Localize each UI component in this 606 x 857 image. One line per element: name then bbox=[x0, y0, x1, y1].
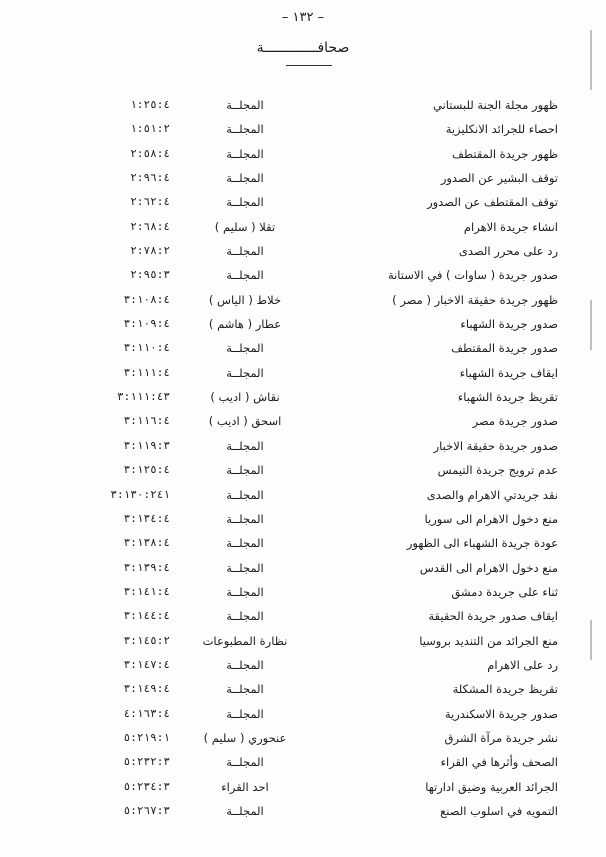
row-subject: ظهور مجلة الجنة للبستاني bbox=[432, 98, 558, 112]
index-table bbox=[0, 97, 606, 827]
row-reference: ٤:١٦٣:٤ bbox=[123, 706, 170, 720]
table-row bbox=[0, 535, 606, 559]
row-reference: ٣:١٣٩:٤ bbox=[123, 560, 170, 574]
table-row bbox=[0, 657, 606, 681]
row-source: المجلــة bbox=[226, 706, 264, 721]
table-row bbox=[0, 633, 606, 657]
row-subject: الصحف وأثرها في القراء bbox=[440, 755, 558, 770]
row-source: المجلــة bbox=[226, 487, 264, 502]
row-reference: ٣:١١٩:٣ bbox=[123, 438, 170, 452]
row-source: المجلــة bbox=[226, 560, 264, 575]
table-row bbox=[0, 511, 606, 535]
table-row bbox=[0, 462, 606, 486]
row-reference: ٣:١١٠:٤ bbox=[123, 341, 170, 355]
row-reference: ٥:٢٣٤:٣ bbox=[123, 779, 170, 793]
row-reference: ٥:٢٣٢:٣ bbox=[123, 755, 170, 769]
row-source: المجلــة bbox=[226, 171, 264, 186]
row-subject: التمويه في اسلوب الصنع bbox=[440, 803, 558, 818]
row-subject: ظهور جريدة حقيقة الاخبار ( مصر ) bbox=[392, 292, 558, 307]
table-row bbox=[0, 584, 606, 608]
row-reference: ٣:١٤٤:٤ bbox=[123, 609, 170, 623]
row-source: المجلــة bbox=[226, 365, 264, 380]
row-subject: ايقاف جريدة الشهباء bbox=[459, 365, 558, 380]
row-reference: ٣:١١٦:٤ bbox=[123, 414, 170, 428]
row-subject: رد على الاهرام bbox=[487, 657, 558, 672]
row-subject: منع دخول الاهرام الى القدس bbox=[419, 560, 558, 575]
table-row bbox=[0, 681, 606, 705]
row-source: المجلــة bbox=[226, 657, 264, 672]
row-source: المجلــة bbox=[226, 511, 264, 526]
table-row bbox=[0, 779, 606, 803]
row-source: نظارة المطبوعات bbox=[202, 633, 288, 648]
row-reference: ١:٢٥:٤ bbox=[130, 98, 170, 111]
row-subject: ايقاف صدور جريدة الحقيقة bbox=[428, 609, 558, 624]
row-reference: ٣:١٣٨:٤ bbox=[123, 536, 170, 550]
row-reference: ٣:١٠٩:٤ bbox=[123, 317, 170, 331]
row-source: المجلــة bbox=[226, 755, 264, 770]
row-reference: ١:٥١:٢ bbox=[130, 122, 170, 136]
row-subject: صدور جريدة ( ساوات ) في الاستانة bbox=[387, 268, 558, 283]
page-title: صحافـــــــــــــة bbox=[256, 40, 350, 56]
scan-margin-mark bbox=[590, 30, 592, 90]
table-row bbox=[0, 803, 606, 827]
row-subject: رد على محرر الصدى bbox=[458, 244, 558, 259]
row-reference: ٣:١٤١:٤ bbox=[123, 584, 170, 598]
row-reference: ٣:١٠٨:٤ bbox=[123, 292, 170, 306]
row-subject: نقد جريدتي الاهرام والصدى bbox=[426, 487, 558, 502]
row-source: احد القراء bbox=[221, 779, 269, 794]
row-reference: ٣:١٤٥:٢ bbox=[123, 633, 170, 647]
row-reference: ٢:٦٢:٤ bbox=[130, 195, 170, 209]
row-subject: منع الجرائد من التنديد بروسيا bbox=[419, 633, 558, 648]
row-subject: منع دخول الاهرام الى سوريا bbox=[424, 511, 558, 526]
row-subject: نشر جريدة مرآة الشرق bbox=[444, 730, 558, 745]
row-subject: صدور جريدة حقيقة الاخبار bbox=[433, 438, 558, 453]
row-reference: ٥:٢١٩:١ bbox=[123, 730, 170, 744]
table-row bbox=[0, 389, 606, 413]
title-underline bbox=[286, 65, 332, 66]
table-row bbox=[0, 146, 606, 170]
table-row bbox=[0, 243, 606, 267]
row-subject: صدور جريدة الشهباء bbox=[460, 317, 558, 332]
page-number: – ١٣٢ – bbox=[281, 10, 325, 25]
row-reference: ٥:٢٦٧:٣ bbox=[123, 803, 170, 817]
table-row bbox=[0, 340, 606, 364]
table-row bbox=[0, 365, 606, 389]
row-subject: عودة جريدة الشهباء الى الظهور bbox=[406, 536, 558, 551]
row-source: المجلــة bbox=[226, 268, 264, 283]
table-row bbox=[0, 487, 606, 511]
row-subject: تقريظ جريدة الشهباء bbox=[457, 390, 558, 405]
row-source: اسحق ( اديب ) bbox=[208, 414, 282, 429]
row-source: المجلــة bbox=[226, 98, 264, 112]
row-subject: ثناء على جريدة دمشق bbox=[451, 584, 558, 599]
row-reference: ٢:٩٦:٤ bbox=[130, 171, 170, 185]
table-row bbox=[0, 413, 606, 437]
table-row bbox=[0, 754, 606, 778]
row-reference: ٢:٧٨:٢ bbox=[130, 244, 170, 258]
row-source: المجلــة bbox=[226, 536, 264, 551]
row-source: المجلــة bbox=[226, 195, 264, 210]
table-row bbox=[0, 730, 606, 754]
row-subject: ظهور جريدة المقتطف bbox=[452, 146, 558, 161]
row-source: المجلــة bbox=[226, 803, 264, 818]
table-row bbox=[0, 706, 606, 730]
table-row bbox=[0, 316, 606, 340]
row-source: المجلــة bbox=[226, 146, 264, 161]
row-reference: ٣:١٣٤:٤ bbox=[123, 511, 170, 525]
row-subject: تقريظ جريدة المشكلة bbox=[452, 682, 558, 697]
row-subject: عدم ترويج جريدة التيمس bbox=[437, 463, 558, 478]
row-source: المجلــة bbox=[226, 584, 264, 599]
row-subject: صدور جريدة مصر bbox=[472, 414, 558, 429]
row-source: المجلــة bbox=[226, 341, 264, 356]
row-subject: الجرائد العربية وضيق ادارتها bbox=[425, 779, 558, 794]
table-row bbox=[0, 219, 606, 243]
table-row bbox=[0, 121, 606, 145]
row-source: عنحوري ( سليم ) bbox=[203, 730, 287, 745]
row-subject: صدور جريدة المقتطف bbox=[451, 341, 558, 356]
row-subject: صدور جريدة الاسكندرية bbox=[444, 706, 558, 721]
row-reference: ٣:١٢٥:٤ bbox=[123, 463, 170, 477]
table-row bbox=[0, 170, 606, 194]
table-row bbox=[0, 97, 606, 121]
row-subject: توقف البشير عن الصدور bbox=[440, 171, 558, 186]
row-source: نقاش ( اديب ) bbox=[210, 390, 280, 405]
row-subject: انشاء جريدة الاهرام bbox=[463, 219, 558, 234]
row-reference: ٢:٥٨:٤ bbox=[130, 146, 170, 160]
row-source: المجلــة bbox=[226, 609, 264, 624]
row-reference: ٣:١٤٩:٤ bbox=[123, 682, 170, 696]
row-reference: ٣:١١١:٤٣ bbox=[117, 390, 170, 404]
row-reference: ٣:١٤٧:٤ bbox=[123, 657, 170, 671]
row-source: المجلــة bbox=[226, 244, 264, 259]
table-row bbox=[0, 267, 606, 291]
row-reference: ٢:٦٨:٤ bbox=[130, 219, 170, 233]
row-source: المجلــة bbox=[226, 438, 264, 453]
table-row bbox=[0, 292, 606, 316]
row-source: المجلــة bbox=[226, 682, 264, 697]
row-subject: احصاء للجرائد الانكليزية bbox=[445, 122, 558, 137]
row-source: خلاط ( الياس ) bbox=[208, 292, 282, 307]
table-row bbox=[0, 560, 606, 584]
row-reference: ٣:١٣٠:٢٤١ bbox=[110, 487, 170, 501]
row-source: تقلا ( سليم ) bbox=[214, 219, 276, 234]
row-source: المجلــة bbox=[226, 122, 264, 137]
table-row bbox=[0, 194, 606, 218]
table-row bbox=[0, 438, 606, 462]
row-source: عطار ( هاشم ) bbox=[208, 317, 282, 332]
row-reference: ٣:١١١:٤ bbox=[123, 365, 170, 379]
table-row bbox=[0, 608, 606, 632]
row-source: المجلــة bbox=[226, 463, 264, 478]
row-reference: ٢:٩٥:٣ bbox=[130, 268, 170, 282]
row-subject: توقف المقتطف عن الصدور bbox=[427, 195, 558, 210]
